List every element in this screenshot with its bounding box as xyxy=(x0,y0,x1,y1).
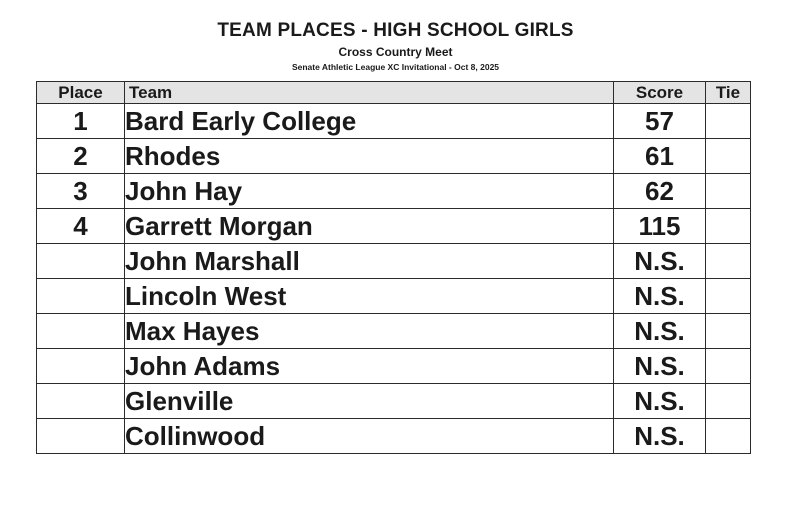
table-row xyxy=(37,349,751,384)
team-name-cell: Glenville xyxy=(125,384,614,419)
place-cell xyxy=(37,349,125,384)
team-name-cell: Max Hayes xyxy=(125,314,614,349)
tie-cell xyxy=(706,174,751,209)
team-name-cell: Collinwood xyxy=(125,419,614,454)
team-name-cell: Garrett Morgan xyxy=(125,209,614,244)
place-cell xyxy=(37,384,125,419)
score-cell: 62 xyxy=(614,174,706,209)
table-body xyxy=(37,104,751,454)
score-cell: N.S. xyxy=(614,314,706,349)
column-header-tie: Tie xyxy=(706,82,751,104)
team-name-cell: Lincoln West xyxy=(125,279,614,314)
tie-cell xyxy=(706,279,751,314)
tie-cell xyxy=(706,349,751,384)
team-name-cell: John Adams xyxy=(125,349,614,384)
score-cell: 115 xyxy=(614,209,706,244)
table-row xyxy=(37,314,751,349)
score-cell: N.S. xyxy=(614,279,706,314)
score-cell: N.S. xyxy=(614,244,706,279)
place-cell xyxy=(37,244,125,279)
column-header-place: Place xyxy=(37,82,125,104)
score-cell: N.S. xyxy=(614,384,706,419)
table-row xyxy=(37,104,751,139)
tie-cell xyxy=(706,384,751,419)
score-cell: 61 xyxy=(614,139,706,174)
tie-cell xyxy=(706,244,751,279)
table-row xyxy=(37,139,751,174)
tie-cell xyxy=(706,419,751,454)
place-cell: 1 xyxy=(37,104,125,139)
score-cell: N.S. xyxy=(614,349,706,384)
place-cell: 4 xyxy=(37,209,125,244)
team-name-cell: Rhodes xyxy=(125,139,614,174)
score-cell: 57 xyxy=(614,104,706,139)
column-header-score: Score xyxy=(614,82,706,104)
tie-cell xyxy=(706,104,751,139)
tie-cell xyxy=(706,139,751,174)
column-header-team: Team xyxy=(125,82,614,104)
table-row xyxy=(37,209,751,244)
tie-cell xyxy=(706,209,751,244)
table-row xyxy=(37,419,751,454)
table-row xyxy=(37,174,751,209)
table-row xyxy=(37,244,751,279)
table-row xyxy=(37,279,751,314)
document-title: TEAM PLACES - HIGH SCHOOL GIRLS xyxy=(217,20,574,41)
score-cell: N.S. xyxy=(614,419,706,454)
place-cell: 2 xyxy=(37,139,125,174)
place-cell xyxy=(37,279,125,314)
place-cell: 3 xyxy=(37,174,125,209)
meet-info: Senate Athletic League XC Invitational - Oct 8, 2025 xyxy=(291,62,500,72)
table-header-row xyxy=(37,82,751,104)
team-places-table xyxy=(36,81,751,454)
table-row xyxy=(37,384,751,419)
team-name-cell: Bard Early College xyxy=(125,104,614,139)
team-name-cell: John Marshall xyxy=(125,244,614,279)
tie-cell xyxy=(706,314,751,349)
team-name-cell: John Hay xyxy=(125,174,614,209)
document-subtitle: Cross Country Meet xyxy=(338,45,453,59)
place-cell xyxy=(37,419,125,454)
place-cell xyxy=(37,314,125,349)
